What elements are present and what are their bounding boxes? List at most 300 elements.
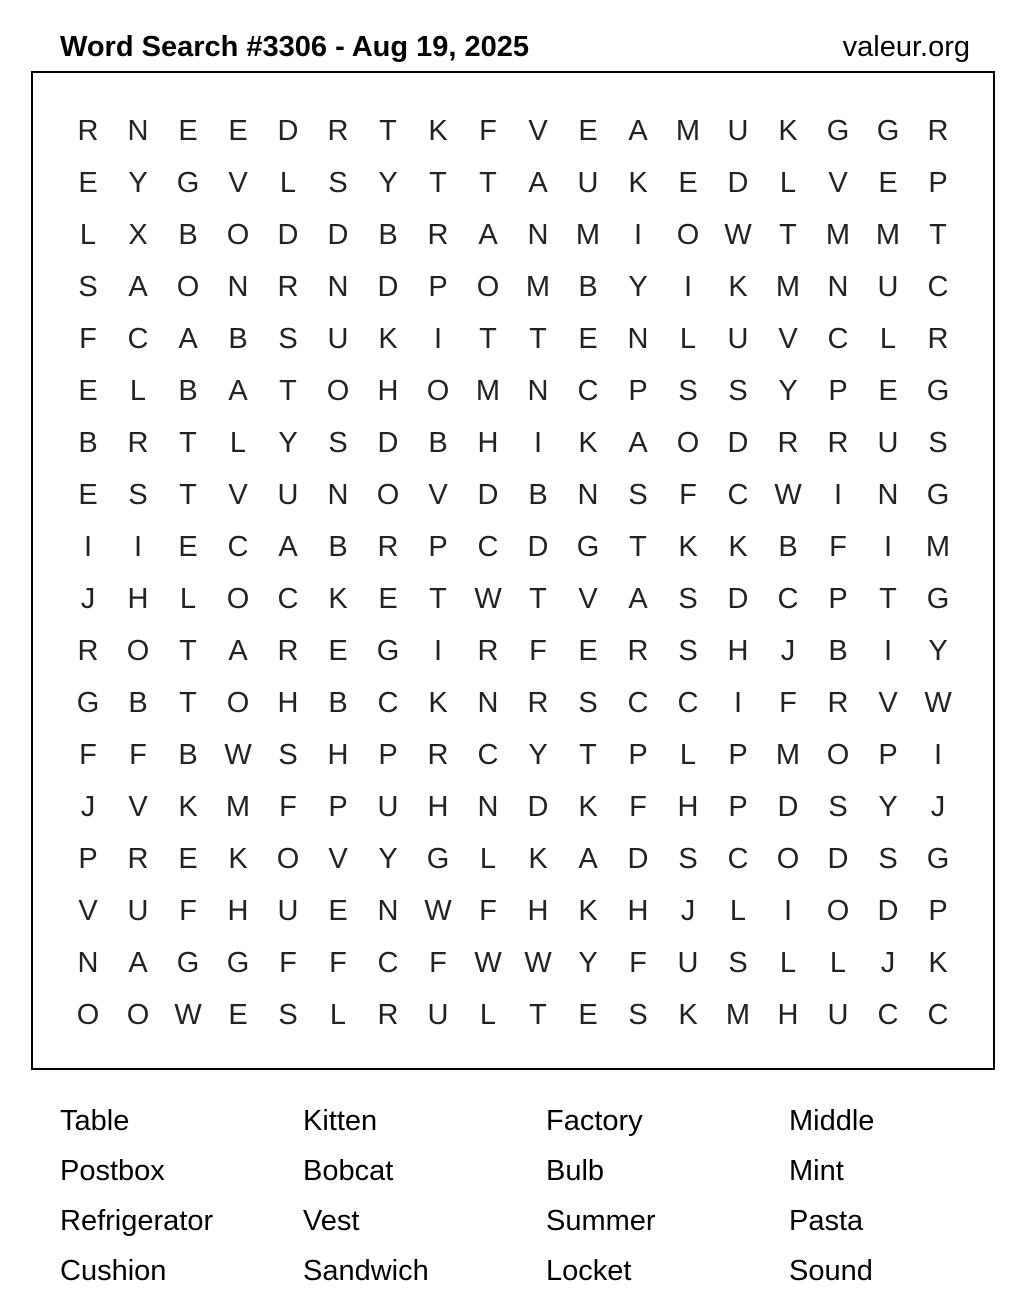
grid-letter[interactable]: E <box>678 166 698 199</box>
grid-letter[interactable]: F <box>479 114 497 147</box>
grid-letter[interactable]: R <box>527 686 549 719</box>
grid-letter[interactable]: L <box>779 166 797 199</box>
grid-letter[interactable]: V <box>228 166 248 199</box>
grid-letter[interactable]: E <box>178 530 198 563</box>
grid-letter[interactable]: B <box>328 686 348 719</box>
grid-letter[interactable]: L <box>679 322 697 355</box>
grid-letter[interactable]: L <box>279 166 297 199</box>
grid-letter[interactable]: I <box>683 270 693 303</box>
grid-letter[interactable]: C <box>277 582 299 615</box>
grid-letter[interactable]: E <box>228 114 248 147</box>
grid-letter[interactable]: R <box>827 426 849 459</box>
grid-letter[interactable]: D <box>877 894 899 927</box>
grid-letter[interactable]: I <box>933 738 943 771</box>
grid-letter[interactable]: P <box>328 790 348 823</box>
grid-letter[interactable]: R <box>927 114 949 147</box>
grid-letter[interactable]: T <box>879 582 897 615</box>
grid-letter[interactable]: R <box>277 634 299 667</box>
grid-letter[interactable]: S <box>828 790 848 823</box>
grid-letter[interactable]: S <box>678 842 698 875</box>
grid-letter[interactable]: C <box>377 946 399 979</box>
grid-letter[interactable]: A <box>228 374 248 407</box>
grid-letter[interactable]: K <box>628 166 648 199</box>
grid-letter[interactable]: W <box>924 686 952 719</box>
grid-letter[interactable]: N <box>477 790 499 823</box>
grid-letter[interactable]: F <box>279 946 297 979</box>
grid-letter[interactable]: R <box>427 738 449 771</box>
grid-letter[interactable]: V <box>528 114 548 147</box>
grid-letter[interactable]: H <box>677 790 699 823</box>
grid-letter[interactable]: K <box>328 582 348 615</box>
grid-letter[interactable]: M <box>225 790 251 823</box>
grid-letter[interactable]: A <box>578 842 598 875</box>
grid-letter[interactable]: A <box>628 582 648 615</box>
grid-letter[interactable]: O <box>826 894 850 927</box>
grid-letter[interactable]: R <box>777 426 799 459</box>
grid-letter[interactable]: W <box>774 478 802 511</box>
grid-letter[interactable]: A <box>528 166 548 199</box>
grid-letter[interactable]: F <box>279 790 297 823</box>
grid-letter[interactable]: H <box>127 582 149 615</box>
grid-letter[interactable]: Y <box>278 426 298 459</box>
grid-letter[interactable]: W <box>474 946 502 979</box>
grid-letter[interactable]: J <box>80 582 96 615</box>
grid-letter[interactable]: S <box>678 634 698 667</box>
grid-letter[interactable]: O <box>676 218 700 251</box>
grid-letter[interactable]: M <box>775 738 801 771</box>
grid-letter[interactable]: S <box>728 374 748 407</box>
grid-letter[interactable]: R <box>327 114 349 147</box>
grid-letter[interactable]: S <box>878 842 898 875</box>
grid-letter[interactable]: D <box>327 218 349 251</box>
grid-letter[interactable]: V <box>428 478 448 511</box>
grid-letter[interactable]: K <box>578 426 598 459</box>
grid-letter[interactable]: S <box>78 270 98 303</box>
grid-letter[interactable]: D <box>827 842 849 875</box>
grid-letter[interactable]: H <box>477 426 499 459</box>
grid-letter[interactable]: I <box>633 218 643 251</box>
grid-letter[interactable]: E <box>328 894 348 927</box>
grid-letter[interactable]: E <box>78 478 98 511</box>
grid-letter[interactable]: H <box>627 894 649 927</box>
grid-letter[interactable]: U <box>677 946 699 979</box>
grid-letter[interactable]: R <box>277 270 299 303</box>
grid-letter[interactable]: P <box>878 738 898 771</box>
grid-letter[interactable]: D <box>527 530 549 563</box>
grid-letter[interactable]: U <box>377 790 399 823</box>
grid-letter[interactable]: O <box>676 426 700 459</box>
grid-letter[interactable]: O <box>476 270 500 303</box>
grid-letter[interactable]: E <box>578 634 598 667</box>
grid-letter[interactable]: L <box>79 218 97 251</box>
grid-letter[interactable]: P <box>928 166 948 199</box>
grid-letter[interactable]: U <box>127 894 149 927</box>
grid-letter[interactable]: P <box>728 790 748 823</box>
grid-letter[interactable]: K <box>678 998 698 1031</box>
grid-letter[interactable]: K <box>778 114 798 147</box>
grid-letter[interactable]: S <box>928 426 948 459</box>
grid-letter[interactable]: C <box>227 530 249 563</box>
grid-letter[interactable]: T <box>179 478 197 511</box>
grid-letter[interactable]: N <box>227 270 249 303</box>
grid-letter[interactable]: T <box>929 218 947 251</box>
grid-letter[interactable]: E <box>578 114 598 147</box>
grid-letter[interactable]: C <box>127 322 149 355</box>
grid-letter[interactable]: P <box>928 894 948 927</box>
letter-grid[interactable] <box>63 105 963 1041</box>
grid-letter[interactable]: I <box>83 530 93 563</box>
grid-letter[interactable]: Y <box>128 166 148 199</box>
grid-letter[interactable]: L <box>779 946 797 979</box>
grid-letter[interactable]: L <box>229 426 247 459</box>
grid-letter[interactable]: S <box>278 738 298 771</box>
grid-letter[interactable]: U <box>277 894 299 927</box>
grid-letter[interactable]: O <box>126 634 150 667</box>
grid-letter[interactable]: R <box>427 218 449 251</box>
grid-letter[interactable]: K <box>378 322 398 355</box>
grid-letter[interactable]: E <box>178 842 198 875</box>
grid-letter[interactable]: W <box>724 218 752 251</box>
grid-letter[interactable]: H <box>277 686 299 719</box>
grid-letter[interactable]: C <box>627 686 649 719</box>
grid-letter[interactable]: O <box>826 738 850 771</box>
grid-letter[interactable]: E <box>78 166 98 199</box>
grid-letter[interactable]: N <box>77 946 99 979</box>
grid-letter[interactable]: N <box>827 270 849 303</box>
grid-letter[interactable]: G <box>926 582 950 615</box>
grid-letter[interactable]: N <box>327 478 349 511</box>
grid-letter[interactable]: U <box>877 426 899 459</box>
grid-letter[interactable]: L <box>129 374 147 407</box>
grid-letter[interactable]: X <box>128 218 148 251</box>
grid-letter[interactable]: P <box>428 270 448 303</box>
grid-letter[interactable]: P <box>378 738 398 771</box>
grid-letter[interactable]: M <box>675 114 701 147</box>
grid-letter[interactable]: P <box>828 374 848 407</box>
grid-letter[interactable]: K <box>428 114 448 147</box>
grid-letter[interactable]: G <box>226 946 250 979</box>
grid-letter[interactable]: I <box>783 894 793 927</box>
grid-letter[interactable]: V <box>78 894 98 927</box>
grid-letter[interactable]: R <box>627 634 649 667</box>
grid-letter[interactable]: N <box>627 322 649 355</box>
grid-letter[interactable]: D <box>727 166 749 199</box>
grid-letter[interactable]: E <box>328 634 348 667</box>
grid-letter[interactable]: U <box>427 998 449 1031</box>
grid-letter[interactable]: D <box>377 426 399 459</box>
grid-letter[interactable]: T <box>279 374 297 407</box>
grid-letter[interactable]: G <box>376 634 400 667</box>
grid-letter[interactable]: F <box>779 686 797 719</box>
grid-letter[interactable]: B <box>328 530 348 563</box>
grid-letter[interactable]: F <box>629 790 647 823</box>
grid-letter[interactable]: D <box>727 426 749 459</box>
grid-letter[interactable]: G <box>176 946 200 979</box>
grid-letter[interactable]: S <box>278 998 298 1031</box>
grid-letter[interactable]: M <box>775 270 801 303</box>
grid-letter[interactable]: A <box>628 426 648 459</box>
grid-letter[interactable]: R <box>827 686 849 719</box>
grid-letter[interactable]: M <box>725 998 751 1031</box>
grid-letter[interactable]: B <box>128 686 148 719</box>
grid-letter[interactable]: T <box>379 114 397 147</box>
grid-letter[interactable]: W <box>474 582 502 615</box>
grid-letter[interactable]: U <box>727 322 749 355</box>
grid-letter[interactable]: G <box>926 842 950 875</box>
grid-letter[interactable]: R <box>927 322 949 355</box>
grid-letter[interactable]: S <box>678 582 698 615</box>
grid-letter[interactable]: T <box>529 582 547 615</box>
grid-letter[interactable]: L <box>329 998 347 1031</box>
grid-letter[interactable]: D <box>527 790 549 823</box>
grid-letter[interactable]: I <box>733 686 743 719</box>
grid-letter[interactable]: I <box>533 426 543 459</box>
grid-letter[interactable]: T <box>479 322 497 355</box>
grid-letter[interactable]: Y <box>628 270 648 303</box>
grid-letter[interactable]: D <box>277 114 299 147</box>
grid-letter[interactable]: M <box>825 218 851 251</box>
grid-letter[interactable]: U <box>327 322 349 355</box>
grid-letter[interactable]: I <box>433 634 443 667</box>
grid-letter[interactable]: L <box>729 894 747 927</box>
grid-letter[interactable]: L <box>479 842 497 875</box>
grid-letter[interactable]: O <box>226 582 250 615</box>
grid-letter[interactable]: T <box>529 998 547 1031</box>
grid-letter[interactable]: O <box>226 686 250 719</box>
grid-letter[interactable]: K <box>578 894 598 927</box>
grid-letter[interactable]: F <box>479 894 497 927</box>
grid-letter[interactable]: R <box>477 634 499 667</box>
grid-letter[interactable]: N <box>377 894 399 927</box>
grid-letter[interactable]: I <box>133 530 143 563</box>
grid-letter[interactable]: G <box>576 530 600 563</box>
grid-letter[interactable]: S <box>628 478 648 511</box>
grid-letter[interactable]: V <box>778 322 798 355</box>
grid-letter[interactable]: W <box>524 946 552 979</box>
grid-letter[interactable]: I <box>883 634 893 667</box>
grid-letter[interactable]: F <box>79 322 97 355</box>
grid-letter[interactable]: I <box>833 478 843 511</box>
grid-letter[interactable]: K <box>728 270 748 303</box>
grid-letter[interactable]: V <box>228 478 248 511</box>
grid-letter[interactable]: P <box>628 374 648 407</box>
grid-letter[interactable]: G <box>176 166 200 199</box>
grid-letter[interactable]: E <box>578 322 598 355</box>
grid-letter[interactable]: J <box>780 634 796 667</box>
grid-letter[interactable]: G <box>876 114 900 147</box>
grid-letter[interactable]: R <box>377 530 399 563</box>
grid-letter[interactable]: B <box>378 218 398 251</box>
grid-letter[interactable]: H <box>327 738 349 771</box>
grid-letter[interactable]: Y <box>378 842 398 875</box>
grid-letter[interactable]: Y <box>528 738 548 771</box>
grid-letter[interactable]: V <box>878 686 898 719</box>
grid-letter[interactable]: K <box>678 530 698 563</box>
grid-letter[interactable]: L <box>829 946 847 979</box>
grid-letter[interactable]: T <box>579 738 597 771</box>
grid-letter[interactable]: S <box>328 426 348 459</box>
grid-letter[interactable]: M <box>475 374 501 407</box>
grid-letter[interactable]: C <box>927 998 949 1031</box>
grid-letter[interactable]: K <box>428 686 448 719</box>
grid-letter[interactable]: M <box>525 270 551 303</box>
grid-letter[interactable]: R <box>127 842 149 875</box>
grid-letter[interactable]: F <box>429 946 447 979</box>
grid-letter[interactable]: K <box>228 842 248 875</box>
grid-letter[interactable]: A <box>178 322 198 355</box>
grid-letter[interactable]: T <box>779 218 797 251</box>
grid-letter[interactable]: E <box>78 374 98 407</box>
grid-letter[interactable]: U <box>827 998 849 1031</box>
grid-letter[interactable]: Y <box>578 946 598 979</box>
grid-letter[interactable]: G <box>826 114 850 147</box>
grid-letter[interactable]: T <box>629 530 647 563</box>
grid-letter[interactable]: P <box>78 842 98 875</box>
grid-letter[interactable]: O <box>76 998 100 1031</box>
grid-letter[interactable]: A <box>278 530 298 563</box>
grid-letter[interactable]: L <box>679 738 697 771</box>
grid-letter[interactable]: F <box>529 634 547 667</box>
grid-letter[interactable]: P <box>828 582 848 615</box>
grid-letter[interactable]: O <box>776 842 800 875</box>
grid-letter[interactable]: N <box>477 686 499 719</box>
grid-letter[interactable]: D <box>277 218 299 251</box>
grid-letter[interactable]: J <box>930 790 946 823</box>
grid-letter[interactable]: T <box>179 426 197 459</box>
grid-letter[interactable]: A <box>628 114 648 147</box>
grid-letter[interactable]: V <box>328 842 348 875</box>
grid-letter[interactable]: V <box>828 166 848 199</box>
grid-letter[interactable]: R <box>77 114 99 147</box>
grid-letter[interactable]: B <box>828 634 848 667</box>
grid-letter[interactable]: R <box>77 634 99 667</box>
grid-letter[interactable]: D <box>727 582 749 615</box>
grid-letter[interactable]: H <box>727 634 749 667</box>
grid-letter[interactable]: C <box>777 582 799 615</box>
grid-letter[interactable]: O <box>326 374 350 407</box>
grid-letter[interactable]: F <box>329 946 347 979</box>
grid-letter[interactable]: U <box>277 478 299 511</box>
grid-letter[interactable]: B <box>778 530 798 563</box>
grid-letter[interactable]: C <box>477 530 499 563</box>
grid-letter[interactable]: W <box>174 998 202 1031</box>
grid-letter[interactable]: O <box>426 374 450 407</box>
grid-letter[interactable]: K <box>928 946 948 979</box>
grid-letter[interactable]: N <box>127 114 149 147</box>
grid-letter[interactable]: G <box>426 842 450 875</box>
grid-letter[interactable]: F <box>629 946 647 979</box>
grid-letter[interactable]: K <box>528 842 548 875</box>
grid-letter[interactable]: C <box>477 738 499 771</box>
grid-letter[interactable]: I <box>883 530 893 563</box>
grid-letter[interactable]: F <box>829 530 847 563</box>
grid-letter[interactable]: L <box>479 998 497 1031</box>
grid-letter[interactable]: P <box>728 738 748 771</box>
grid-letter[interactable]: H <box>227 894 249 927</box>
grid-letter[interactable]: Y <box>878 790 898 823</box>
grid-letter[interactable]: R <box>377 998 399 1031</box>
grid-letter[interactable]: N <box>877 478 899 511</box>
grid-letter[interactable]: B <box>78 426 98 459</box>
grid-letter[interactable]: C <box>577 374 599 407</box>
grid-letter[interactable]: E <box>878 166 898 199</box>
grid-letter[interactable]: R <box>127 426 149 459</box>
grid-letter[interactable]: T <box>529 322 547 355</box>
grid-letter[interactable]: T <box>479 166 497 199</box>
grid-letter[interactable]: S <box>728 946 748 979</box>
grid-letter[interactable]: T <box>179 634 197 667</box>
grid-letter[interactable]: J <box>80 790 96 823</box>
grid-letter[interactable]: D <box>477 478 499 511</box>
grid-letter[interactable]: L <box>179 582 197 615</box>
grid-letter[interactable]: E <box>378 582 398 615</box>
grid-letter[interactable]: A <box>228 634 248 667</box>
grid-letter[interactable]: B <box>528 478 548 511</box>
grid-letter[interactable]: N <box>327 270 349 303</box>
grid-letter[interactable]: B <box>178 374 198 407</box>
grid-letter[interactable]: C <box>927 270 949 303</box>
grid-letter[interactable]: I <box>433 322 443 355</box>
grid-letter[interactable]: D <box>377 270 399 303</box>
grid-letter[interactable]: N <box>577 478 599 511</box>
grid-letter[interactable]: O <box>176 270 200 303</box>
grid-letter[interactable]: A <box>478 218 498 251</box>
grid-letter[interactable]: H <box>377 374 399 407</box>
grid-letter[interactable]: E <box>228 998 248 1031</box>
grid-letter[interactable]: Y <box>778 374 798 407</box>
grid-letter[interactable]: H <box>427 790 449 823</box>
grid-letter[interactable]: S <box>578 686 598 719</box>
grid-letter[interactable]: T <box>429 166 447 199</box>
grid-letter[interactable]: M <box>925 530 951 563</box>
grid-letter[interactable]: Y <box>928 634 948 667</box>
grid-letter[interactable]: K <box>578 790 598 823</box>
grid-letter[interactable]: J <box>680 894 696 927</box>
grid-letter[interactable]: T <box>429 582 447 615</box>
grid-letter[interactable]: K <box>178 790 198 823</box>
grid-letter[interactable]: F <box>129 738 147 771</box>
grid-letter[interactable]: A <box>128 946 148 979</box>
grid-letter[interactable]: E <box>578 998 598 1031</box>
grid-letter[interactable]: W <box>224 738 252 771</box>
grid-letter[interactable]: P <box>428 530 448 563</box>
grid-letter[interactable]: S <box>628 998 648 1031</box>
grid-letter[interactable]: V <box>578 582 598 615</box>
grid-letter[interactable]: O <box>126 998 150 1031</box>
grid-letter[interactable]: S <box>328 166 348 199</box>
grid-letter[interactable]: C <box>677 686 699 719</box>
grid-letter[interactable]: U <box>877 270 899 303</box>
grid-letter[interactable]: O <box>226 218 250 251</box>
grid-letter[interactable]: A <box>128 270 148 303</box>
grid-letter[interactable]: H <box>777 998 799 1031</box>
grid-letter[interactable]: G <box>76 686 100 719</box>
grid-letter[interactable]: B <box>228 322 248 355</box>
grid-letter[interactable]: M <box>575 218 601 251</box>
grid-letter[interactable]: S <box>678 374 698 407</box>
grid-letter[interactable]: U <box>727 114 749 147</box>
grid-letter[interactable]: C <box>377 686 399 719</box>
grid-letter[interactable]: N <box>527 218 549 251</box>
grid-letter[interactable]: S <box>278 322 298 355</box>
grid-letter[interactable]: T <box>179 686 197 719</box>
grid-letter[interactable]: F <box>79 738 97 771</box>
grid-letter[interactable]: L <box>879 322 897 355</box>
grid-letter[interactable]: Y <box>378 166 398 199</box>
grid-letter[interactable]: C <box>727 842 749 875</box>
grid-letter[interactable]: O <box>376 478 400 511</box>
grid-letter[interactable]: G <box>926 374 950 407</box>
